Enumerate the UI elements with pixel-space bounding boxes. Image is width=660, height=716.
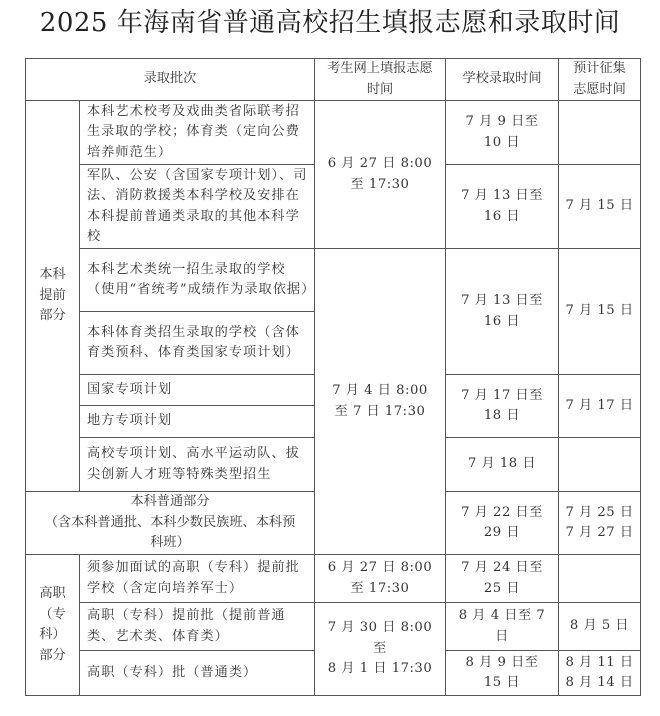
batch-cell: 高校专项计划、高水平运动队、拔尖创新人才班等特殊类型招生 <box>80 438 315 492</box>
admit-time-cell <box>446 375 559 438</box>
admit-time-line: 7 月 13 日至 <box>461 293 543 308</box>
group-early-line: 部分 <box>39 308 66 324</box>
batch-cell: 须参加面试的高职（专科）提前批学校（含定向培养军士） <box>80 555 315 603</box>
fill-time-cell <box>315 249 446 555</box>
batch-cell: 高职（专科）批（普通类） <box>80 651 315 696</box>
admit-time-cell <box>446 492 559 555</box>
header-extra-time-line1: 预计征集 <box>573 61 626 76</box>
fill-time-line: 至 7 日 17:30 <box>334 403 426 419</box>
extra-time-cell <box>559 101 641 165</box>
extra-time-cell: 7 月 17 日 <box>559 375 641 438</box>
admit-time-line: 18 日 <box>483 408 521 423</box>
batch-cell: 本科体育类招生录取的学校（含体育类预科、体育类国家专项计划） <box>80 312 315 375</box>
group-vocational-line: （专 <box>39 606 66 622</box>
header-row <box>26 59 641 101</box>
fill-time-line: 6 月 27 日 8:00 <box>327 156 433 171</box>
fill-time-line: 7 月 4 日 8:00 <box>332 383 428 398</box>
group-regular-line: （含本科普通批、本科少数民族班、本科预 <box>44 514 296 530</box>
admit-time-line: 7 月 22 日至 <box>461 504 543 520</box>
extra-time-line: 8 月 11 日 <box>565 654 634 670</box>
header-extra-time-line2: 志愿时间 <box>573 81 626 97</box>
admit-time-line: 7 月 17 日至 <box>461 387 543 403</box>
extra-time-cell <box>559 492 641 555</box>
group-regular-line: 科班） <box>150 535 190 551</box>
extra-time-cell: 7 月 15 日 <box>559 165 641 249</box>
admit-time-cell <box>446 249 559 375</box>
admit-time-cell <box>446 555 559 603</box>
table-row <box>26 249 641 312</box>
admit-time-line: 16 日 <box>483 208 521 224</box>
admit-time-line: 7 月 24 日至 <box>461 560 543 575</box>
batch-cell: 国家专项计划 <box>80 375 315 406</box>
batch-cell: 高职（专科）提前批（提前普通类、艺术类、体育类） <box>80 603 315 651</box>
admit-time-line: 29 日 <box>483 525 521 540</box>
group-regular <box>26 492 315 555</box>
group-regular-line: 本科普通部分 <box>130 494 210 510</box>
header-admit-time: 学校录取时间 <box>446 59 559 101</box>
batch-cell: 军队、公安（含国家专项计划）、司法、消防救援类本科学校及安排在本科提前普通类录取的其他本科学校 <box>80 165 315 249</box>
admit-time-cell <box>446 651 559 696</box>
admission-schedule-table <box>25 58 641 696</box>
fill-time-line: 8 月 1 日 17:30 <box>327 661 433 677</box>
extra-time-cell <box>559 438 641 492</box>
admit-time-line: 7 月 9 日至 <box>465 114 539 129</box>
page-title: 2025 年海南省普通高校招生填报志愿和录取时间 <box>39 8 621 38</box>
admit-time-line: 8 月 9 日至 <box>465 654 539 670</box>
group-vocational-line: 科） <box>39 627 66 642</box>
group-early <box>26 101 80 492</box>
admit-time-line: 7 月 13 日至 <box>461 188 543 203</box>
group-early-line: 提前 <box>39 287 66 303</box>
extra-time-cell <box>559 555 641 603</box>
extra-time-line: 7 月 27 日 <box>565 525 634 540</box>
extra-time-cell <box>559 651 641 696</box>
group-early-line: 本科 <box>39 267 66 283</box>
extra-time-line: 8 月 14 日 <box>565 675 634 690</box>
group-vocational <box>26 555 80 696</box>
fill-time-line: 6 月 27 日 8:00 <box>327 560 433 575</box>
header-fill-time-line1: 考生网上填报志愿 <box>327 61 433 76</box>
fill-time-cell <box>315 603 446 696</box>
admit-time-line: 15 日 <box>483 675 521 690</box>
admit-time-cell: 8 月 4 日至 7 日 <box>446 603 559 651</box>
fill-time-line: 至 17:30 <box>350 176 410 192</box>
extra-time-cell: 8 月 5 日 <box>559 603 641 651</box>
admit-time-cell: 7 月 18 日 <box>446 438 559 492</box>
admit-time-line: 10 日 <box>483 134 521 150</box>
fill-time-line: 至 17:30 <box>350 580 410 596</box>
fill-time-cell <box>315 101 446 249</box>
table-row <box>26 603 641 651</box>
header-extra-time <box>559 59 641 101</box>
admit-time-cell <box>446 165 559 249</box>
fill-time-line: 7 月 30 日 8:00 至 <box>327 620 433 656</box>
extra-time-cell: 7 月 15 日 <box>559 249 641 375</box>
header-batch: 录取批次 <box>26 59 315 101</box>
group-vocational-line: 高职 <box>39 586 66 601</box>
batch-cell: 本科艺术类统一招生录取的学校（使用“省统考”成绩作为录取依据） <box>80 249 315 312</box>
admit-time-line: 16 日 <box>483 313 521 329</box>
batch-cell: 本科艺术校考及戏曲类省际联考招生录取的学校；体育类（定向公费培养师范生） <box>80 101 315 165</box>
table-row <box>26 555 641 603</box>
batch-cell: 地方专项计划 <box>80 406 315 438</box>
fill-time-cell <box>315 555 446 603</box>
header-fill-time <box>315 59 446 101</box>
extra-time-line: 7 月 25 日 <box>565 504 634 520</box>
table-row <box>26 101 641 165</box>
group-vocational-line: 部分 <box>39 647 66 663</box>
admit-time-line: 25 日 <box>483 580 521 596</box>
header-fill-time-line2: 时间 <box>366 81 394 97</box>
admit-time-cell <box>446 101 559 165</box>
